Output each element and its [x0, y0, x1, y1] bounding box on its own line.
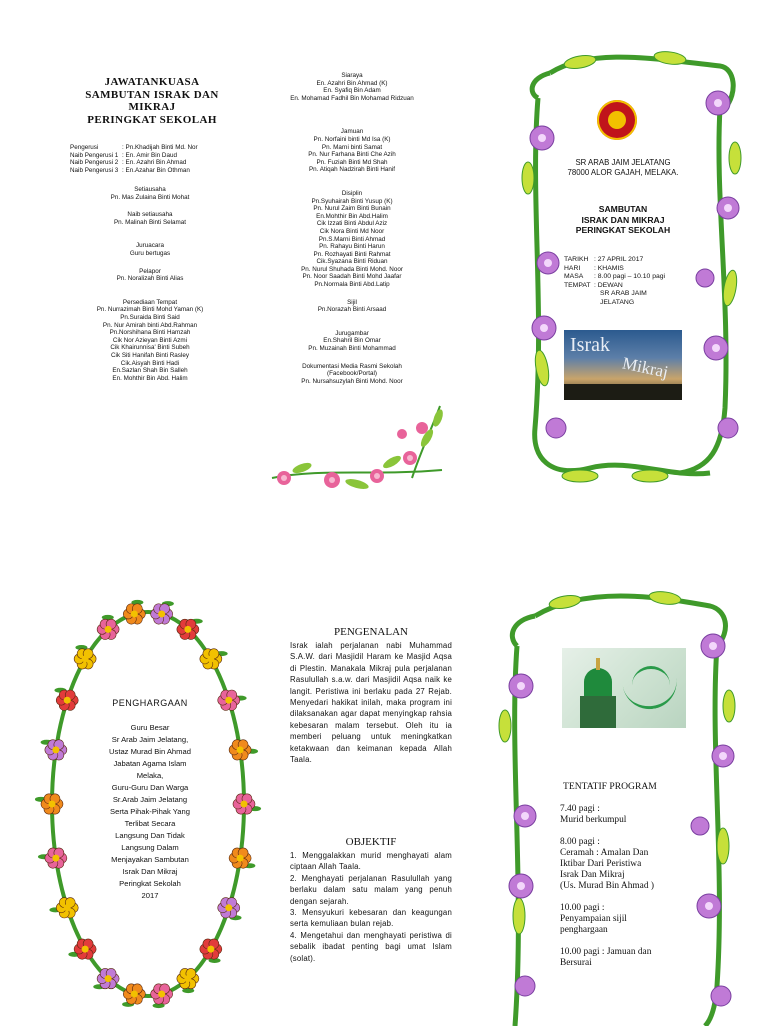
member-name: Pn. Fuziah Binti Md Shah [316, 158, 388, 166]
officer-name: : En. Amir Bin Daud [122, 151, 177, 159]
event-details [564, 256, 704, 308]
member-name: Pn. Malinah Binti Selamat [113, 218, 187, 226]
intro-title: PENGENALAN [334, 626, 408, 638]
wreath-flower [151, 601, 174, 624]
section-title: Disiplin [341, 189, 363, 197]
member-name: Pn. Mas Zulaina Binti Mohat [110, 193, 190, 201]
committee-left-sections [70, 186, 230, 382]
member-name: En. Mohthir Bin Abd. Halim [112, 374, 188, 382]
detail-label: HARI [564, 264, 581, 272]
committee-title-line: PERINGKAT SEKOLAH [87, 113, 217, 126]
schedule-time: 10.00 pagi : Jamuan dan [560, 947, 652, 957]
member-name: Cik.Syazana Binti Riduan [316, 258, 388, 266]
appreciation-line: Sr.Arab Jaim Jelatang [112, 795, 188, 804]
appreciation-line: Serta Pihak-Pihak Yang [110, 807, 190, 816]
schedule-activity: penghargaan [560, 925, 608, 935]
member-name: En. Mohamad Fadhil Bin Mohamad Ridzuan [290, 94, 414, 102]
member-name: Cik Izzati Binti Abdul Aziz [316, 220, 388, 228]
member-name: Pn.Normala Binti Abd.Latip [314, 281, 390, 289]
detail-value: : DEWAN [594, 281, 623, 289]
member-name: Pn. Norfaini binti Md Isa (K) [313, 135, 391, 143]
wreath-flower [49, 898, 78, 918]
committee-title [62, 76, 242, 126]
schedule-activity: Ceramah : Amalan Dan [560, 848, 649, 858]
committee-title-line: JAWATANKUASA [104, 76, 200, 88]
schedule-activity: Israk Dan Mikraj [560, 870, 625, 880]
member-name: En.Shahril Bin Omar [323, 337, 381, 345]
objectives-title: OBJEKTIF [345, 836, 397, 848]
appreciation-line: Peringkat Sekolah [119, 879, 181, 888]
committee-title-line: SAMBUTAN ISRAK DAN [85, 88, 219, 101]
detail-label: MASA [564, 273, 584, 281]
officer-row [70, 144, 270, 152]
detail-value: : 8.00 pagi – 10.10 pagi [594, 273, 666, 281]
event-title [548, 204, 698, 236]
detail-value: : KHAMIS [594, 264, 624, 272]
officer-row [70, 159, 270, 167]
schedule-time: 7.40 pagi : [560, 804, 600, 814]
member-name: Pn. Nur Amirah binti Abd.Rahman [102, 321, 198, 329]
wreath-flower [177, 968, 199, 993]
wreath-flower [233, 794, 261, 814]
member-name: Pn.Suraida Binti Said [120, 313, 180, 321]
member-name: Pn. Noralizah Binti Alias [116, 275, 184, 283]
appreciation-line: Menjayakan Sambutan [111, 855, 189, 864]
member-name: Pn. Rozhayati Binti Rahmat [313, 250, 391, 258]
member-name: Pn. Noor Saadah Binti Mohd Jaafar [302, 273, 402, 281]
event-title-line: ISRAK DAN MIKRAJ [581, 214, 665, 225]
officer-role: Naib Pengerusi 2 [70, 159, 119, 167]
member-name: Pn. Nurul Shuhada Binti Mohd. Noor [301, 265, 403, 273]
objective-item: 3. Mensyukuri kebesaran dan keagungan serta kemuliaan bulan rejab. [290, 908, 452, 929]
member-name: En. Azahri Bin Ahmad (K) [316, 79, 388, 87]
venue-line: JELATANG [600, 298, 635, 306]
member-name: Pn. Nur Farhana Binti Che Azih [308, 151, 396, 159]
officer-name: : Pn.Khadijah Binti Md. Nor [122, 144, 198, 151]
member-name: En.Sazlan Shah Bin Salleh [112, 367, 188, 375]
event-title-line: SAMBUTAN [598, 204, 648, 214]
israk-mikraj-image [564, 330, 682, 400]
officer-role: Naib Pengerusi 3 [70, 166, 119, 174]
detail-row [564, 265, 704, 274]
image-text-israk: Israk [570, 334, 610, 356]
wreath-flower [122, 984, 145, 1007]
member-name: Pn. Marni binti Samat [321, 143, 383, 151]
wreath-flower [229, 740, 258, 760]
member-name: Cik Khairunnisa' Binti Subeh [110, 344, 190, 352]
appreciation-block [80, 698, 220, 902]
member-name: Guru bertugas [129, 249, 171, 257]
member-name: Pn.Norazah Binti Arsaad [317, 306, 387, 314]
section-title: Naib setiausaha [127, 211, 173, 219]
schedule-activity: Murid berkumpul [560, 815, 627, 825]
appreciation-line: Langsung Dalam [121, 843, 179, 852]
section-title: Setiausaha [134, 186, 166, 193]
intro-body: Israk ialah perjalanan nabi Muhammad S.A.W. dari Masjidil Haram ke Masjid Aqsa di Plestin. Manakala Mikraj pula perjalanan Rasulullah s.a.w. dari Masjidil Aqsa naik ke langit. Peristiwa ini berlaku pada 27 Rejab. Menyedari hakikat inilah, maka program ini dilaksanakan agar dapat menyingkap rahsia kebesaran malam tersebut. Oleh itu ia memberi peluang untuk meningkatkan ketakwaan dan keimanan kepada Allah Taala. [290, 641, 452, 765]
wreath-flower [97, 615, 119, 640]
school-address: 78000 ALOR GAJAH, MELAKA. [567, 168, 679, 177]
appreciation-line: Ustaz Murad Bin Ahmad [109, 747, 191, 756]
wreath-flower [41, 740, 67, 760]
schedule-activity: (Us. Murad Bin Ahmad ) [560, 881, 655, 891]
appreciation-line: Melaka, [136, 771, 164, 780]
member-name: Pn. Atiqah Nadzirah Binti Hanif [308, 166, 396, 174]
officer-role: Pengerusi [70, 144, 99, 151]
appreciation-title: PENGHARGAAN [112, 698, 188, 708]
objective-item: 2. Menghayati perjalanan Rasulullah yang berlaku dalam satu malam yang penuh dengan sejarah. [290, 873, 452, 906]
wreath-flower [35, 794, 63, 814]
floral-corner-decoration [262, 398, 452, 493]
wreath-flower [177, 619, 203, 640]
wreath-flower [38, 848, 67, 868]
member-name: En.Mohthir Bin Abd.Halim [316, 212, 388, 220]
schedule-title: TENTATIF PROGRAM [563, 781, 657, 792]
schedule-item [560, 837, 700, 892]
appreciation-line: Jabatan Agama Islam [113, 759, 187, 768]
schedule-item [560, 804, 700, 826]
officer-role: Naib Pengerusi 1 [70, 151, 119, 159]
mosque-calligraphy-image [562, 648, 686, 728]
detail-row [564, 282, 704, 291]
objective-item: 4. Mengetahui dan menghayati peristiwa di sebalik ibadat penting bagi umat Islam (solat). [290, 930, 452, 963]
appreciation-line: Guru Besar [130, 723, 170, 732]
section-title: Juruacara [135, 242, 164, 250]
schedule-item [560, 903, 700, 936]
member-name: Pn. Rahayu Binti Harun [319, 243, 385, 251]
member-name: Pn. Muzainah Binti Mohammad [308, 345, 396, 353]
wreath-flower [229, 848, 255, 868]
appreciation-line: Terlibat Secara [124, 819, 176, 828]
officers-list [70, 144, 270, 174]
event-title-line: PERINGKAT SEKOLAH [575, 225, 671, 236]
member-name: Pn.S.Marni Binti Ahmad [318, 235, 386, 243]
wreath-flower [68, 939, 96, 959]
wreath-flower [93, 968, 119, 989]
school-name: SR ARAB JAIM JELATANG [575, 158, 671, 167]
appreciation-line: Langsung Dan Tidak [115, 831, 185, 840]
schedule-activity: Penyampaian sijil [560, 914, 627, 924]
detail-label: TARIKH [564, 256, 589, 263]
officer-row [70, 152, 270, 160]
schedule-activity: Iktibar Dari Peristiwa [560, 859, 642, 869]
appreciation-line: Guru-Guru Dan Warga [111, 783, 189, 792]
venue-line: SR ARAB JAIM [600, 290, 647, 298]
member-name: Cik Nora Binti Md Noor [319, 227, 385, 235]
committee-title-line: MIKRAJ [128, 101, 176, 113]
school-info [548, 158, 698, 178]
schedule-item [560, 947, 700, 969]
appreciation-line: 2017 [141, 891, 159, 900]
detail-row [564, 273, 704, 282]
member-name: Pn. Nurrazimah Binti Mohd Yaman (K) [96, 306, 204, 314]
section-title: Jurugambar [335, 329, 369, 337]
wreath-flower [218, 898, 242, 921]
image-text-mikraj: Mikraj [620, 353, 670, 382]
wreath-flower [54, 688, 78, 711]
section-title: Siaraya [341, 72, 363, 79]
wreath-flower [200, 649, 228, 669]
member-name: En. Syafiq Bin Adam [323, 87, 381, 95]
officer-name: : En. Azahri Bin Ahmad [122, 159, 187, 167]
member-name: Cik Siti Hanifah Binti Rasley [110, 351, 190, 359]
member-name: Pn.Syuhairah Binti Yusup (K) [311, 197, 393, 205]
member-name: Cik Nor Azieyan Binti Azmi [112, 336, 188, 344]
section-title: Persediaan Tempat [122, 298, 178, 306]
officer-row [70, 167, 270, 175]
objective-item: 1. Menggalakkan murid menghayati alam ciptaan Allah Taala. [290, 851, 452, 872]
schedule-time: 10.00 pagi : [560, 903, 605, 913]
member-name: Cik.Aisyah Binti Hadi [120, 359, 180, 367]
appreciation-line: Israk Dan Mikraj [122, 867, 178, 876]
section-title: Dokumentasi Media Rasmi Sekolah [302, 362, 402, 370]
detail-value: : 27 APRIL 2017 [594, 256, 644, 263]
officer-name: : En.Azahar Bin Othman [122, 166, 190, 174]
school-crest-logo [597, 100, 637, 140]
detail-row [564, 256, 704, 265]
wreath-flower [218, 690, 247, 710]
section-title: Sijil [347, 298, 357, 306]
member-name: Pn. Nurul Zaim Binti Bunain [313, 205, 391, 213]
member-name: (Facebook/Portal) [326, 370, 378, 378]
wreath-flower [123, 600, 145, 624]
wreath-flower [151, 984, 173, 1008]
schedule-list [560, 804, 700, 969]
section-title: Jamuan [340, 128, 364, 136]
member-name: Pn.Norshihana Binti Hamzah [109, 329, 191, 337]
appreciation-line: Sr Arab Jaim Jelatang, [111, 735, 189, 744]
section-title: Pelapor [139, 267, 161, 275]
committee-right-sections [272, 72, 432, 385]
schedule-activity: Bersurai [560, 958, 592, 968]
schedule-time: 8.00 pagi : [560, 837, 600, 847]
detail-label: TEMPAT [564, 281, 591, 289]
member-name: Pn. Nursahsuzylah Binti Mohd. Noor [301, 377, 403, 385]
objectives-list [290, 850, 452, 964]
